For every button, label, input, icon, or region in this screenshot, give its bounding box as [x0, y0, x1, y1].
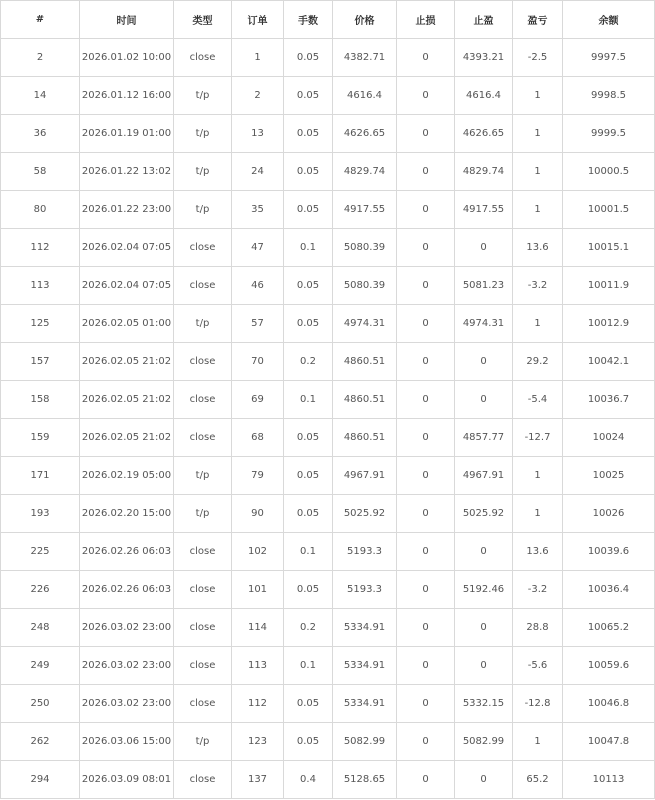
cell-take-profit: 4917.55: [455, 191, 513, 229]
cell-profit: 1: [513, 723, 563, 761]
cell-take-profit: 0: [455, 533, 513, 571]
cell-price: 4626.65: [333, 115, 397, 153]
cell-take-profit: 4626.65: [455, 115, 513, 153]
cell-profit: 13.6: [513, 229, 563, 267]
table-row: [1, 419, 655, 457]
cell-price: 4616.4: [333, 77, 397, 115]
cell-order: 68: [232, 419, 284, 457]
cell-type: close: [174, 761, 232, 799]
header-stop-loss: 止损: [397, 1, 455, 39]
cell-order: 24: [232, 153, 284, 191]
cell-lots: 0.05: [284, 571, 333, 609]
cell-stop-loss: 0: [397, 39, 455, 77]
cell-take-profit: 4616.4: [455, 77, 513, 115]
cell-stop-loss: 0: [397, 77, 455, 115]
table-row: [1, 267, 655, 305]
cell-take-profit: 0: [455, 647, 513, 685]
cell-profit: 65.2: [513, 761, 563, 799]
cell-profit: 1: [513, 191, 563, 229]
cell-type: t/p: [174, 115, 232, 153]
cell-price: 5334.91: [333, 685, 397, 723]
cell-balance: 10039.6: [563, 533, 655, 571]
cell-take-profit: 0: [455, 229, 513, 267]
cell-index: 158: [1, 381, 80, 419]
cell-stop-loss: 0: [397, 571, 455, 609]
cell-order: 13: [232, 115, 284, 153]
cell-stop-loss: 0: [397, 685, 455, 723]
cell-price: 4860.51: [333, 343, 397, 381]
cell-type: t/p: [174, 457, 232, 495]
cell-take-profit: 0: [455, 761, 513, 799]
cell-profit: 1: [513, 115, 563, 153]
cell-type: close: [174, 229, 232, 267]
cell-stop-loss: 0: [397, 381, 455, 419]
header-order: 订单: [232, 1, 284, 39]
cell-balance: 9998.5: [563, 77, 655, 115]
cell-profit: 28.8: [513, 609, 563, 647]
header-row: [1, 1, 655, 39]
cell-balance: 9997.5: [563, 39, 655, 77]
cell-time: 2026.03.06 15:00: [80, 723, 174, 761]
cell-lots: 0.05: [284, 153, 333, 191]
cell-balance: 10059.6: [563, 647, 655, 685]
cell-profit: -3.2: [513, 571, 563, 609]
cell-order: 2: [232, 77, 284, 115]
cell-stop-loss: 0: [397, 115, 455, 153]
cell-index: 193: [1, 495, 80, 533]
cell-take-profit: 0: [455, 381, 513, 419]
cell-time: 2026.03.02 23:00: [80, 685, 174, 723]
cell-time: 2026.02.05 21:02: [80, 381, 174, 419]
cell-time: 2026.01.02 10:00: [80, 39, 174, 77]
cell-stop-loss: 0: [397, 153, 455, 191]
header-profit: 盈亏: [513, 1, 563, 39]
cell-lots: 0.1: [284, 533, 333, 571]
cell-time: 2026.02.19 05:00: [80, 457, 174, 495]
cell-order: 47: [232, 229, 284, 267]
header-type: 类型: [174, 1, 232, 39]
cell-order: 113: [232, 647, 284, 685]
cell-index: 2: [1, 39, 80, 77]
cell-order: 102: [232, 533, 284, 571]
cell-take-profit: 5025.92: [455, 495, 513, 533]
cell-order: 57: [232, 305, 284, 343]
cell-take-profit: 5081.23: [455, 267, 513, 305]
cell-type: close: [174, 267, 232, 305]
header-balance: 余额: [563, 1, 655, 39]
cell-price: 5334.91: [333, 609, 397, 647]
cell-lots: 0.1: [284, 647, 333, 685]
cell-balance: 10042.1: [563, 343, 655, 381]
cell-price: 4860.51: [333, 419, 397, 457]
cell-take-profit: 5332.15: [455, 685, 513, 723]
cell-price: 4974.31: [333, 305, 397, 343]
cell-index: 250: [1, 685, 80, 723]
cell-time: 2026.01.12 16:00: [80, 77, 174, 115]
cell-index: 157: [1, 343, 80, 381]
cell-type: close: [174, 685, 232, 723]
cell-stop-loss: 0: [397, 647, 455, 685]
cell-balance: 10024: [563, 419, 655, 457]
cell-price: 4917.55: [333, 191, 397, 229]
cell-order: 123: [232, 723, 284, 761]
cell-time: 2026.03.09 08:01: [80, 761, 174, 799]
cell-index: 80: [1, 191, 80, 229]
cell-lots: 0.05: [284, 305, 333, 343]
cell-time: 2026.01.22 13:02: [80, 153, 174, 191]
cell-stop-loss: 0: [397, 305, 455, 343]
table-header: [1, 1, 655, 39]
cell-lots: 0.05: [284, 723, 333, 761]
cell-order: 101: [232, 571, 284, 609]
cell-type: t/p: [174, 723, 232, 761]
cell-price: 5080.39: [333, 229, 397, 267]
cell-time: 2026.02.05 21:02: [80, 343, 174, 381]
cell-stop-loss: 0: [397, 457, 455, 495]
cell-lots: 0.1: [284, 229, 333, 267]
cell-type: t/p: [174, 153, 232, 191]
table-row: [1, 343, 655, 381]
cell-price: 4967.91: [333, 457, 397, 495]
cell-type: close: [174, 39, 232, 77]
cell-order: 69: [232, 381, 284, 419]
table-row: [1, 647, 655, 685]
cell-balance: 10015.1: [563, 229, 655, 267]
cell-order: 90: [232, 495, 284, 533]
cell-type: t/p: [174, 305, 232, 343]
cell-index: 14: [1, 77, 80, 115]
cell-take-profit: 5192.46: [455, 571, 513, 609]
cell-lots: 0.05: [284, 267, 333, 305]
cell-lots: 0.05: [284, 419, 333, 457]
cell-price: 5128.65: [333, 761, 397, 799]
cell-lots: 0.05: [284, 191, 333, 229]
cell-index: 294: [1, 761, 80, 799]
table-row: [1, 229, 655, 267]
cell-time: 2026.02.04 07:05: [80, 267, 174, 305]
cell-type: t/p: [174, 77, 232, 115]
cell-balance: 10113: [563, 761, 655, 799]
cell-price: 5025.92: [333, 495, 397, 533]
cell-stop-loss: 0: [397, 419, 455, 457]
cell-type: close: [174, 419, 232, 457]
cell-take-profit: 5082.99: [455, 723, 513, 761]
cell-index: 225: [1, 533, 80, 571]
cell-profit: 1: [513, 77, 563, 115]
table-row: [1, 685, 655, 723]
cell-price: 5193.3: [333, 533, 397, 571]
table-row: [1, 533, 655, 571]
table-row: [1, 39, 655, 77]
cell-take-profit: 4393.21: [455, 39, 513, 77]
cell-balance: 10026: [563, 495, 655, 533]
table-row: [1, 381, 655, 419]
table-row: [1, 457, 655, 495]
cell-type: t/p: [174, 191, 232, 229]
cell-lots: 0.05: [284, 495, 333, 533]
cell-stop-loss: 0: [397, 343, 455, 381]
cell-price: 5334.91: [333, 647, 397, 685]
cell-profit: 1: [513, 153, 563, 191]
cell-price: 4382.71: [333, 39, 397, 77]
cell-lots: 0.05: [284, 685, 333, 723]
cell-balance: 10001.5: [563, 191, 655, 229]
cell-stop-loss: 0: [397, 229, 455, 267]
cell-profit: 1: [513, 457, 563, 495]
table-row: [1, 115, 655, 153]
cell-profit: -3.2: [513, 267, 563, 305]
cell-balance: 10025: [563, 457, 655, 495]
cell-balance: 10036.7: [563, 381, 655, 419]
cell-price: 5080.39: [333, 267, 397, 305]
cell-index: 113: [1, 267, 80, 305]
cell-order: 79: [232, 457, 284, 495]
cell-balance: 10011.9: [563, 267, 655, 305]
cell-balance: 10012.9: [563, 305, 655, 343]
cell-type: close: [174, 609, 232, 647]
cell-index: 262: [1, 723, 80, 761]
cell-take-profit: 4967.91: [455, 457, 513, 495]
cell-type: close: [174, 381, 232, 419]
cell-time: 2026.01.19 01:00: [80, 115, 174, 153]
cell-profit: -2.5: [513, 39, 563, 77]
cell-profit: 1: [513, 305, 563, 343]
cell-time: 2026.02.04 07:05: [80, 229, 174, 267]
cell-stop-loss: 0: [397, 609, 455, 647]
cell-balance: 10046.8: [563, 685, 655, 723]
cell-time: 2026.02.20 15:00: [80, 495, 174, 533]
cell-balance: 10047.8: [563, 723, 655, 761]
table-row: [1, 191, 655, 229]
cell-price: 5082.99: [333, 723, 397, 761]
header-time: 时间: [80, 1, 174, 39]
header-index: #: [1, 1, 80, 39]
cell-profit: 13.6: [513, 533, 563, 571]
cell-time: 2026.03.02 23:00: [80, 609, 174, 647]
cell-price: 4829.74: [333, 153, 397, 191]
cell-type: t/p: [174, 495, 232, 533]
cell-stop-loss: 0: [397, 267, 455, 305]
cell-profit: -5.6: [513, 647, 563, 685]
cell-index: 112: [1, 229, 80, 267]
cell-order: 1: [232, 39, 284, 77]
cell-lots: 0.05: [284, 457, 333, 495]
cell-price: 4860.51: [333, 381, 397, 419]
table-row: [1, 153, 655, 191]
cell-time: 2026.02.26 06:03: [80, 533, 174, 571]
table-row: [1, 761, 655, 799]
header-lots: 手数: [284, 1, 333, 39]
table-row: [1, 723, 655, 761]
cell-time: 2026.01.22 23:00: [80, 191, 174, 229]
cell-take-profit: 0: [455, 343, 513, 381]
cell-take-profit: 0: [455, 609, 513, 647]
table-row: [1, 571, 655, 609]
cell-index: 226: [1, 571, 80, 609]
cell-order: 112: [232, 685, 284, 723]
cell-order: 70: [232, 343, 284, 381]
cell-time: 2026.03.02 23:00: [80, 647, 174, 685]
cell-index: 36: [1, 115, 80, 153]
table-row: [1, 305, 655, 343]
cell-type: close: [174, 647, 232, 685]
cell-balance: 9999.5: [563, 115, 655, 153]
cell-stop-loss: 0: [397, 191, 455, 229]
cell-profit: -5.4: [513, 381, 563, 419]
cell-order: 114: [232, 609, 284, 647]
cell-type: close: [174, 571, 232, 609]
cell-stop-loss: 0: [397, 495, 455, 533]
cell-order: 35: [232, 191, 284, 229]
cell-profit: -12.7: [513, 419, 563, 457]
cell-order: 46: [232, 267, 284, 305]
cell-index: 159: [1, 419, 80, 457]
cell-take-profit: 4829.74: [455, 153, 513, 191]
cell-lots: 0.05: [284, 115, 333, 153]
table-row: [1, 609, 655, 647]
cell-index: 249: [1, 647, 80, 685]
cell-price: 5193.3: [333, 571, 397, 609]
cell-balance: 10000.5: [563, 153, 655, 191]
table-body: [1, 39, 655, 799]
cell-index: 58: [1, 153, 80, 191]
cell-time: 2026.02.05 01:00: [80, 305, 174, 343]
cell-lots: 0.05: [284, 77, 333, 115]
table-row: [1, 77, 655, 115]
cell-lots: 0.4: [284, 761, 333, 799]
cell-index: 171: [1, 457, 80, 495]
cell-lots: 0.2: [284, 609, 333, 647]
cell-stop-loss: 0: [397, 533, 455, 571]
cell-profit: -12.8: [513, 685, 563, 723]
cell-take-profit: 4974.31: [455, 305, 513, 343]
cell-index: 125: [1, 305, 80, 343]
cell-profit: 1: [513, 495, 563, 533]
cell-stop-loss: 0: [397, 723, 455, 761]
cell-lots: 0.05: [284, 39, 333, 77]
cell-balance: 10036.4: [563, 571, 655, 609]
cell-stop-loss: 0: [397, 761, 455, 799]
cell-balance: 10065.2: [563, 609, 655, 647]
cell-take-profit: 4857.77: [455, 419, 513, 457]
header-price: 价格: [333, 1, 397, 39]
cell-lots: 0.1: [284, 381, 333, 419]
cell-type: close: [174, 343, 232, 381]
table-row: [1, 495, 655, 533]
cell-time: 2026.02.26 06:03: [80, 571, 174, 609]
cell-profit: 29.2: [513, 343, 563, 381]
cell-order: 137: [232, 761, 284, 799]
cell-type: close: [174, 533, 232, 571]
cell-time: 2026.02.05 21:02: [80, 419, 174, 457]
cell-lots: 0.2: [284, 343, 333, 381]
header-take-profit: 止盈: [455, 1, 513, 39]
cell-index: 248: [1, 609, 80, 647]
